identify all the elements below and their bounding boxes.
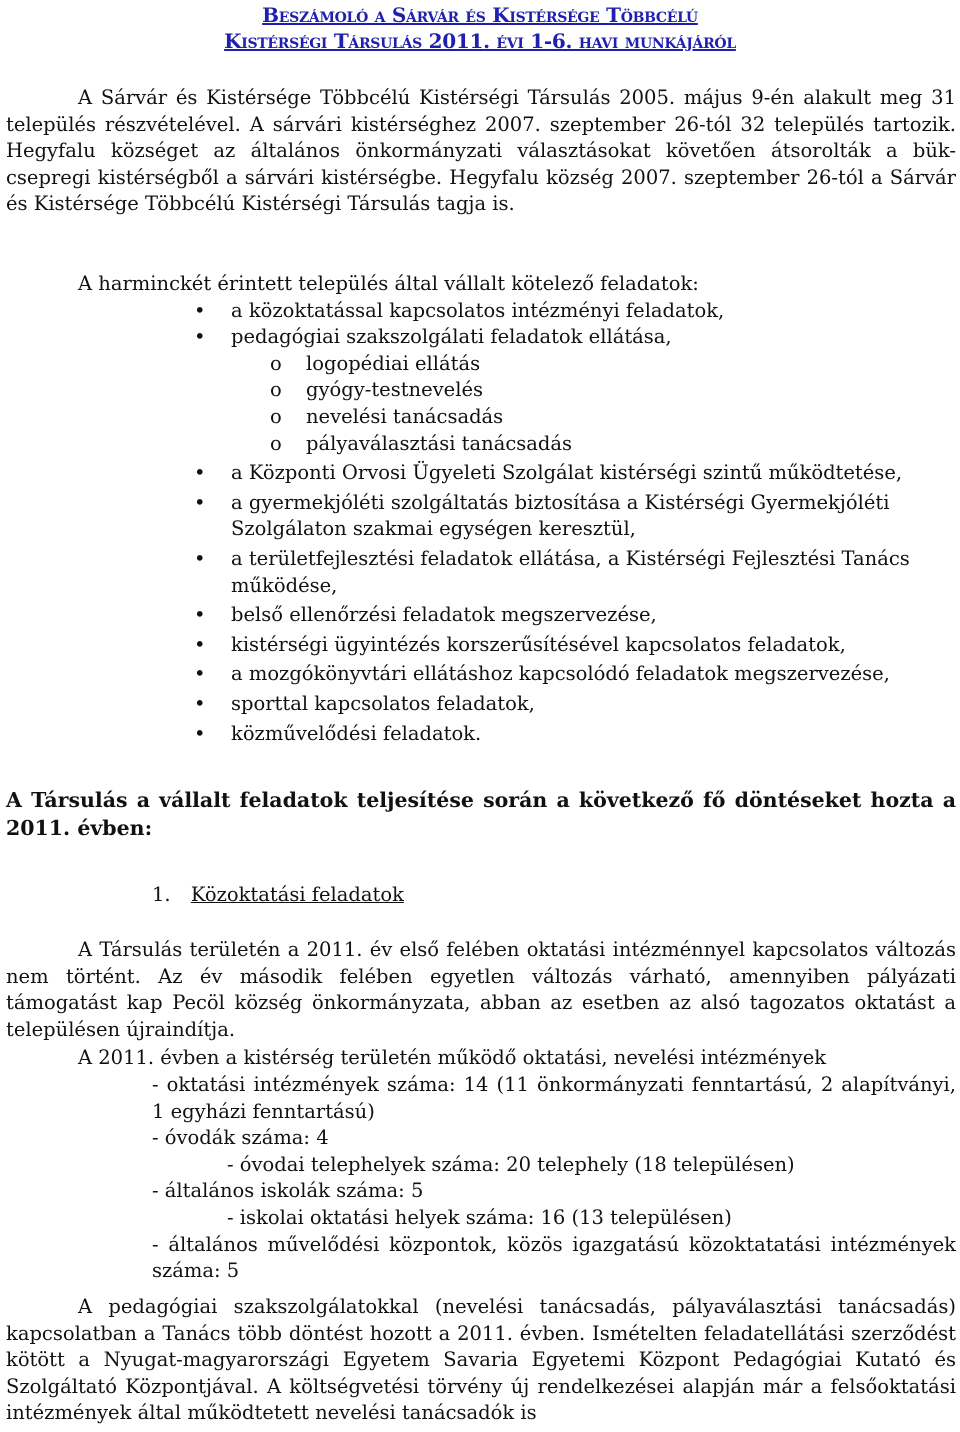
subtasks-list [6, 351, 956, 457]
list-item: • belső ellenőrzési feladatok megszervezése, [6, 602, 956, 629]
stat-cultural-centers: - általános művelődési központok, közös igazgatású közoktatatási intézmények száma: 5 [152, 1232, 956, 1283]
list-item: • sporttal kapcsolatos feladatok, [6, 691, 956, 718]
intro-paragraph: A Sárvár és Kistérsége Többcélú Kistérségi Társulás 2005. május 9-én alakult meg 31 település részvételével. A sárvári kistérséghez 2007. szeptember 26-tól 32 település tartozik. Hegyfalu községet az általános önkormányzati választásokat követően átsorolták a bük-csepregi kistérségből a sárvári kistérségbe. Hegyfalu község 2007. szeptember 26-tól a Sárvár és Kistérsége Többcélú Kistérségi Társulás tagja is. [6, 86, 956, 216]
list-item: o pályaválasztási tanácsadás [6, 431, 956, 458]
list-item: • pedagógiai szakszolgálati feladatok ellátása, [6, 324, 956, 351]
decisions-heading: A Társulás a vállalt feladatok teljesítése során a következő fő döntéseket hozta a 2011. évben: [6, 788, 956, 840]
section-number: 1. [152, 883, 171, 906]
list-item: o logopédiai ellátás [6, 351, 956, 378]
document-title [0, 2, 960, 54]
pedagogical-paragraph: A pedagógiai szakszolgálatokkal (nevelési tanácsadás, pályaválasztási tanácsadás) kapcsolatban a Tanács több döntést hozott a 2011. évben. Ismételten feladatellátási szerződést kötött a Nyugat-magyarországi Egyetem Savaria Egyetemi Központ Pedagógiai Kutató és Szolgáltató Központjával. A költségvetési törvény új rendelkezései alapján már a felsőoktatási intézmények által működtetett nevelési tanácsadók is [6, 1295, 956, 1425]
tasks-list-2 [6, 460, 956, 747]
list-item: o nevelési tanácsadás [6, 404, 956, 431]
list-item: • a Központi Orvosi Ügyeleti Szolgálat kistérségi szintű működtetése, [6, 460, 956, 487]
institutions-intro: A 2011. évben a kistérség területén működő oktatási, nevelési intézmények [78, 1046, 827, 1069]
stat-institutions: - oktatási intézmények száma: 14 (11 önkormányzati fenntartású, 2 alapítványi, 1 egyházi fenntartású) [152, 1073, 956, 1123]
stat-schools: - általános iskolák száma: 5 [152, 1179, 424, 1203]
list-item: • a közoktatással kapcsolatos intézményi feladatok, [6, 298, 956, 325]
stat-kindergarten-sites: - óvodai telephelyek száma: 20 telephely (18 településen) [227, 1152, 795, 1176]
list-item: • a mozgókönyvtári ellátáshoz kapcsolódó feladatok megszervezése, [6, 661, 956, 688]
title-line-2: Kistérségi Társulás 2011. évi 1-6. havi munkájáról [224, 29, 736, 53]
tasks-section [6, 271, 956, 747]
section-1-heading [6, 882, 956, 909]
education-paragraph: A Társulás területén a 2011. év első felében oktatási intézménnyel kapcsolatos változás nem történt. Az év második felében egyetlen változás várható, amennyiben pályázati támogatást kap Pecöl község önkormányzata, abban az esetben az alsó tagozatos oktatást a településen újraindítja. [6, 938, 956, 1041]
section-title: Közoktatási feladatok [190, 883, 404, 906]
list-item: • kistérségi ügyintézés korszerűsítésével kapcsolatos feladatok, [6, 632, 956, 659]
list-item: o gyógy-testnevelés [6, 377, 956, 404]
list-item: • a gyermekjóléti szolgáltatás biztosítása a Kistérségi Gyermekjóléti Szolgálaton szakmai egységen keresztül, [6, 490, 956, 543]
stat-school-sites: - iskolai oktatási helyek száma: 16 (13 településen) [227, 1205, 732, 1229]
list-item: • közművelődési feladatok. [6, 721, 956, 748]
title-line-1: Beszámoló a Sárvár és Kistérsége Többcélú [262, 3, 698, 27]
tasks-intro: A harminckét érintett település által vállalt kötelező feladatok: [78, 272, 699, 295]
stat-kindergartens: - óvodák száma: 4 [152, 1126, 329, 1150]
stats-list [6, 1072, 956, 1285]
tasks-list [6, 298, 956, 351]
list-item: • a területfejlesztési feladatok ellátása, a Kistérségi Fejlesztési Tanács működése, [6, 546, 956, 599]
